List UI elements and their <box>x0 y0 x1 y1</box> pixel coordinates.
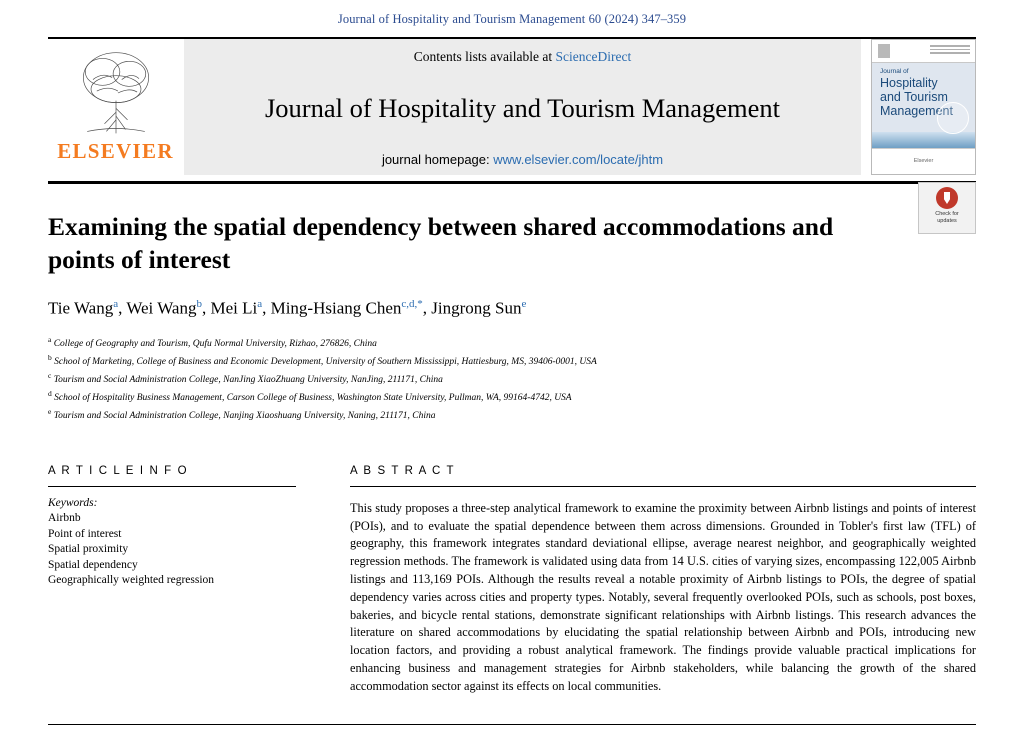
keyword-item: Geographically weighted regression <box>48 574 215 587</box>
contents-line <box>414 49 631 65</box>
elsevier-logo-block <box>48 39 183 175</box>
article-info-rule <box>48 486 296 487</box>
page-title: Examining the spatial dependency between shared accommodations and points of interest <box>48 212 834 274</box>
affiliation-marker: a <box>48 334 52 344</box>
cover-footer: Elsevier <box>872 148 975 174</box>
cover-logo-icon <box>878 44 890 58</box>
affiliation-marker: b <box>48 352 52 362</box>
cover-title-line4: Management <box>880 104 953 118</box>
journal-cover-thumbnail <box>871 39 976 175</box>
journal-homepage-link[interactable]: www.elsevier.com/locate/jhtm <box>493 152 664 167</box>
page-bottom-rule <box>48 724 976 725</box>
abstract-heading: A B S T R A C T <box>350 465 456 478</box>
info-abstract-section <box>48 465 976 707</box>
author-list: Tie Wang$^a$, Wei Wang$^b$, Mei Li$^a$, Ming-Hsiang Chen$^{c,d,*}$, Jingrong Sun$^e$ <box>48 298 527 318</box>
keyword-item: Point of interest <box>48 527 122 540</box>
cover-header <box>872 40 975 63</box>
masthead-bottom-rule <box>48 181 976 184</box>
affiliation-item: $^d$ School of Hospitality Business Management, Carson College of Business, Washington State University, Pullman, WA, 99164-4742, USA <box>48 389 572 404</box>
contents-prefix: Contents lists available at <box>413 49 553 64</box>
author-name: Jingrong Sun <box>431 298 522 318</box>
affiliation-item: $^a$ College of Geography and Tourism, Qufu Normal University, Rizhao, 276826, China <box>48 334 377 349</box>
cover-title-line1: Journal of <box>880 68 909 75</box>
keywords-list <box>48 511 296 589</box>
journal-band <box>183 39 861 175</box>
crossmark-badge[interactable] <box>918 182 976 234</box>
abstract-column <box>350 465 976 707</box>
author-name: Mei Li <box>210 298 258 318</box>
author-affiliation-marker: e <box>521 298 527 310</box>
crossmark-line2: updates <box>937 218 957 224</box>
crossmark-line1: Check for <box>935 211 959 217</box>
keyword-item: Spatial proximity <box>48 543 129 556</box>
affiliation-marker: c <box>48 370 52 380</box>
affiliation-list <box>48 333 976 424</box>
cover-header-lines <box>930 45 970 56</box>
abstract-text: This study proposes a three-step analytical framework to examine the proximity between Airbnb listings and points of interest (POIs), and to evaluate the spatial dependence between them across dimensions. Grounded in Tobler's first law (TFL) of geography, this framework integrates standard deviational ellipse, average nearest neighbor, and geographically weighted regression methods. The framework is validated using data from 14 U.S. cities of varying sizes, encompassing 122,005 Airbnb listings and 113,169 POIs. Although the results reveal a notable proximity of Airbnb listings to POIs, the degree of spatial dependency varies across cities and property types. Notably, several frequently overlooked POIs, such as schools, post boxes, bakeries, and bicycle rental stations, demonstrate significant relationships with Airbnb listings. This research advances the literature on shared accommodations by elucidating the spatial relationship between Airbnb and POIs, introducing new location factors, and providing a robust analytical framework. The findings provide valuable practical implications for enhancing business and management strategies for Airbnb stakeholders, while balancing the growth of the shared accommodation sector against its effects on local communities. <box>350 500 976 693</box>
author-name: Wei Wang <box>126 298 197 318</box>
affiliation-item: $^e$ Tourism and Social Administration College, Nanjing Xiaoshuang University, Naning, 211171, China <box>48 407 436 422</box>
affiliation-marker: d <box>48 389 52 399</box>
affiliation-item: $^b$ School of Marketing, College of Business and Economic Development, University of Southern Mississippi, Hattiesburg, MS, 39406-0001, USA <box>48 352 597 367</box>
author-name: Ming-Hsiang Chen <box>270 298 402 318</box>
cover-title-line2: Hospitality <box>880 76 938 90</box>
author-affiliation-marker: a <box>113 298 119 310</box>
homepage-line <box>382 152 663 167</box>
keyword-item: Spatial dependency <box>48 558 138 571</box>
article-info-heading: A R T I C L E I N F O <box>48 465 189 478</box>
keyword-item: Airbnb <box>48 512 81 525</box>
elsevier-tree-icon <box>68 45 164 141</box>
sciencedirect-link[interactable]: ScienceDirect <box>555 49 632 64</box>
journal-masthead <box>48 37 976 175</box>
cover-artwork <box>872 132 975 148</box>
author-affiliation-marker: c,d,* <box>401 298 423 310</box>
homepage-prefix: journal homepage: <box>381 152 490 167</box>
author-name: Tie Wang <box>48 298 114 318</box>
cover-circle-decoration <box>937 102 969 134</box>
author-affiliation-marker: a <box>257 298 263 310</box>
keywords-label: Keywords: <box>48 497 98 510</box>
title-area <box>48 210 976 276</box>
article-info-column <box>48 465 296 707</box>
abstract-rule <box>350 486 976 487</box>
affiliation-item: $^c$ Tourism and Social Administration College, NanJing XiaoZhuang University, NanJing, 211171, China <box>48 370 443 386</box>
running-head: Journal of Hospitality and Tourism Management 60 (2024) 347–359 <box>337 12 687 26</box>
elsevier-wordmark: ELSEVIER <box>57 139 174 163</box>
author-affiliation-marker: b <box>196 298 202 310</box>
journal-title: Journal of Hospitality and Tourism Management <box>264 93 781 123</box>
cover-title-line3: and Tourism <box>880 90 948 104</box>
crossmark-icon <box>936 187 958 209</box>
affiliation-marker: e <box>48 407 52 417</box>
